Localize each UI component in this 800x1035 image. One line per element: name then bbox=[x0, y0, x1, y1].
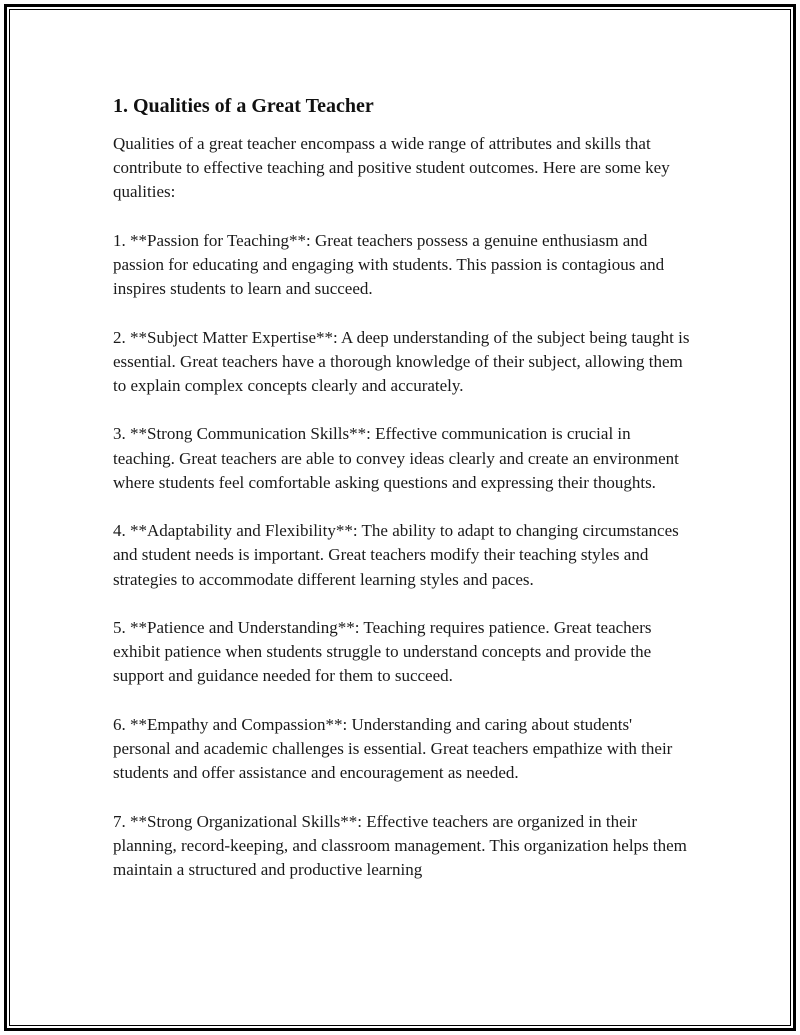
quality-patience-paragraph: 5. **Patience and Understanding**: Teaching requires patience. Great teachers exhibit patience when students struggle to understand concepts and provide the support and guidance needed for them to succeed. bbox=[113, 617, 652, 686]
intro-paragraph: Qualities of a great teacher encompass a wide range of attributes and skills that contribute to effective teaching and positive student outcomes. Here are some key qualities: bbox=[113, 134, 670, 202]
quality-communication-paragraph: 3. **Strong Communication Skills**: Effective communication is crucial in teaching. Great teachers are able to convey ideas clearly and create an environment where students feel comfortable asking questions and expressing their thoughts. bbox=[113, 424, 679, 492]
quality-passion-paragraph: 1. **Passion for Teaching**: Great teachers possess a genuine enthusiasm and passion for educating and engaging with students. This passion is contagious and inspires students to learn and succeed. bbox=[113, 230, 665, 299]
quality-organization-paragraph: 7. **Strong Organizational Skills**: Effective teachers are organized in their planning, record-keeping, and classroom management. This organization helps them maintain a structured and productive learning bbox=[113, 811, 687, 879]
document-body bbox=[113, 94, 693, 906]
document-heading: 1. Qualities of a Great Teacher bbox=[113, 95, 374, 117]
quality-empathy-paragraph: 6. **Empathy and Compassion**: Understanding and caring about students' personal and academic challenges is essential. Great teachers empathize with their students and offer assistance and encouragement as needed. bbox=[113, 714, 673, 783]
quality-expertise-paragraph: 2. **Subject Matter Expertise**: A deep understanding of the subject being taught is essential. Great teachers have a thorough knowledge of their subject, allowing them to explain complex concepts clearly and accurately. bbox=[113, 327, 690, 395]
quality-adaptability-paragraph: 4. **Adaptability and Flexibility**: The ability to adapt to changing circumstances and student needs is important. Great teachers modify their teaching styles and strategies to accommodate different learning styles and paces. bbox=[113, 521, 679, 589]
